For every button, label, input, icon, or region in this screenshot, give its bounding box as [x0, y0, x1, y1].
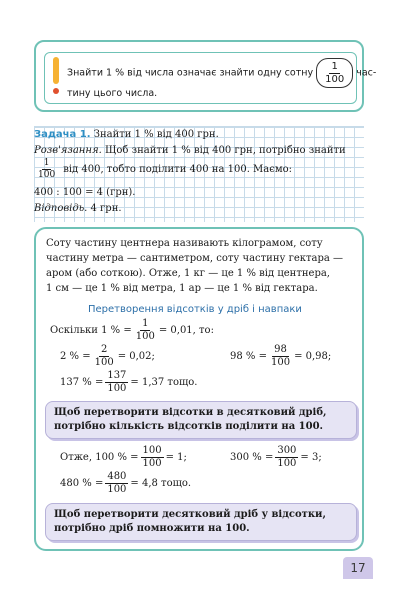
task-line-2 — [34, 145, 346, 156]
task-label: Задача 1. — [34, 129, 91, 140]
note-box — [34, 40, 377, 112]
example-100-percent — [60, 446, 187, 469]
note-text-b: час- — [356, 67, 377, 79]
task-line-1 — [34, 129, 219, 140]
ex5-den: 100 — [277, 458, 297, 469]
ex5-fraction — [275, 446, 298, 469]
task-calc: 400 : 100 = 4 (грн). — [34, 187, 136, 198]
page-number: 17 — [343, 557, 373, 579]
example-480-percent — [60, 472, 191, 495]
note-line-1 — [67, 58, 377, 88]
rule2-line-b: потрібно дріб помножити на 100. — [54, 523, 250, 534]
task-frac-den: 100 — [38, 170, 56, 180]
intro-line-2: частину метра — сантиметром, соту частину гектара — — [46, 253, 344, 264]
ex1-b: = 0,02; — [117, 351, 155, 362]
since-line — [50, 319, 214, 342]
since-den: 100 — [135, 331, 155, 342]
ex2-num: 98 — [274, 344, 287, 355]
ex2-fraction — [269, 345, 292, 368]
ex4-num: 100 — [142, 445, 162, 456]
note-fraction — [323, 62, 346, 85]
intro-line-4: 1 см — це 1 % від метра, 1 ар — це 1 % від гектара. — [46, 283, 318, 294]
ex2-den: 100 — [270, 357, 291, 368]
note-inner — [44, 52, 377, 104]
ex6-b: = 4,8 тощо. — [130, 478, 192, 489]
exclamation-icon — [50, 57, 62, 95]
ex4-den: 100 — [142, 458, 162, 469]
ex3-den: 100 — [107, 383, 127, 394]
ex6-den: 100 — [107, 484, 127, 495]
solution-text: Щоб знайти 1 % від 400 грн, потрібно знайти — [104, 145, 346, 156]
ex2-a: 98 % = — [230, 351, 267, 362]
task-line3-text: від 400, тобто поділити 400 на 100. Маємо: — [63, 164, 293, 175]
rule-box-2 — [45, 503, 357, 541]
ex2-b: = 0,98; — [294, 351, 332, 362]
task-frac-num: 1 — [43, 158, 50, 168]
since-fraction — [134, 319, 157, 342]
ex5-b: = 3; — [300, 452, 322, 463]
ex4-a: Отже, 100 % = — [60, 452, 139, 463]
ex5-num: 300 — [277, 445, 297, 456]
task-fraction — [36, 159, 57, 180]
note-text-a: Знайти 1 % від числа означає знайти одну сотну — [67, 67, 314, 79]
section-heading: Перетворення відсотків у дріб і навпаки — [88, 304, 302, 315]
ex3-fraction — [105, 371, 128, 394]
ex5-a: 300 % = — [230, 452, 274, 463]
ex3-num: 137 — [107, 370, 127, 381]
example-300-percent — [230, 446, 322, 469]
ex3-a: 137 % = — [60, 377, 104, 388]
ex6-num: 480 — [107, 471, 127, 482]
answer-text: 4 грн. — [90, 203, 122, 214]
rule1-line-a: Щоб перетворити відсотки в десятковий дріб, — [54, 407, 327, 418]
ex1-num: 2 — [100, 344, 108, 355]
ex1-den: 100 — [94, 357, 114, 368]
ex4-b: = 1; — [165, 452, 187, 463]
intro-line-3: аром (або соткою). Отже, 1 кг — це 1 % від центнера, — [46, 268, 330, 279]
solution-label: Розв'язання. — [34, 145, 102, 156]
rule2-line-a: Щоб перетворити десятковий дріб у відсотки, — [54, 509, 326, 520]
ex6-a: 480 % = — [60, 478, 104, 489]
rule-box-1 — [45, 401, 357, 439]
task-section — [34, 126, 364, 222]
example-2-percent — [60, 345, 155, 368]
since-a: Оскільки 1 % = — [50, 325, 132, 336]
ex1-a: 2 % = — [60, 351, 91, 362]
rule1-line-b: потрібно кількість відсотків поділити на 100. — [54, 421, 324, 432]
main-box — [34, 227, 364, 551]
note-text-c: тину цього числа. — [67, 88, 158, 99]
intro-line-1: Соту частину центнера називають кілограмом, соту — [46, 238, 323, 249]
note-frac-num: 1 — [331, 60, 338, 72]
since-b: = 0,01, то: — [158, 325, 214, 336]
example-98-percent — [230, 345, 331, 368]
task-problem: Знайти 1 % від 400 грн. — [93, 129, 219, 140]
answer-label: Відповідь. — [34, 203, 88, 214]
ex3-b: = 1,37 тощо. — [130, 377, 198, 388]
ex4-fraction — [141, 446, 164, 469]
note-frac-den: 100 — [325, 73, 345, 85]
note-fraction-paren — [316, 58, 353, 88]
task-line-3 — [34, 159, 292, 180]
ex1-fraction — [93, 345, 116, 368]
example-137-percent — [60, 371, 197, 394]
task-answer — [34, 203, 122, 214]
since-num: 1 — [142, 318, 149, 329]
ex6-fraction — [105, 472, 128, 495]
